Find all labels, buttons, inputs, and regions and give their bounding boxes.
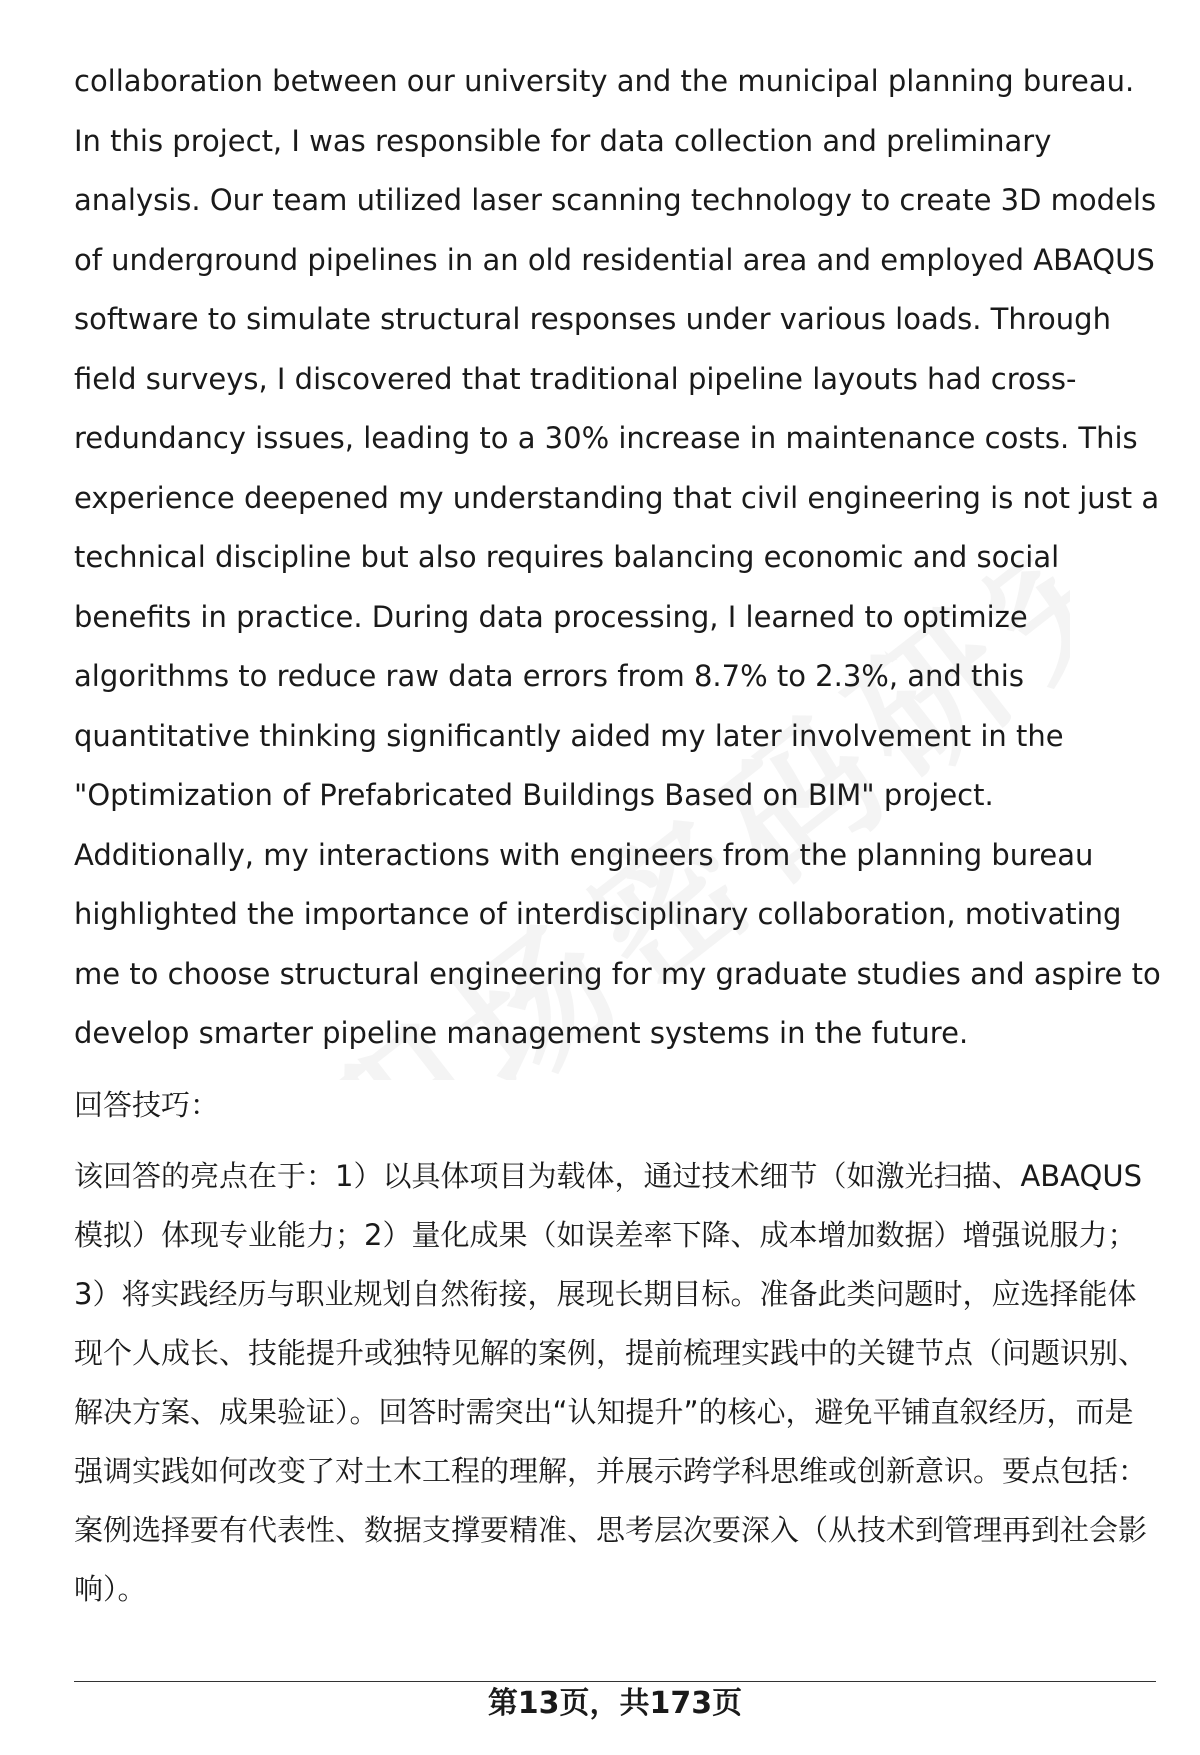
tips-heading: 回答技巧： <box>74 1088 220 1122</box>
tips-paragraph: 该回答的亮点在于：1）以具体项目为载体，通过技术细节（如激光扫描、ABAQUS模拟）体现专业能力；2）量化成果（如误差率下降、成本增加数据）增强说服力；3）将实践经历与职业规划自然衔接，展现长期目标。准备此类问题时，应选择能体现个人成长、技能提升或独特见解的案例，提前梳理实践中的关键节点（问题识别、解决方案、成果验证）。回答时需突出“认知提升”的核心，避免平铺直叙经历，而是强调实践如何改变了对土木工程的理解，并展示跨学科思维或创新意识。要点包括：案例选择要有代表性、数据支撑要精准、思考层次要深入（从技术到管理再到社会影响）。 <box>74 1159 1148 1606</box>
page-number: 第13页，共173页 <box>487 1686 743 1721</box>
footer-divider <box>74 1681 1156 1682</box>
body-paragraph: collaboration between our university and the municipal planning bureau. In this project, I was responsible for data collection and preliminary analysis. Our team utilized laser scanning technology to create 3D models of underground pipelines in an old residential area and employed ABAQUS software to simulate structural responses under various loads. Through field surveys, I discovered that traditional pipeline layouts had cross-redundancy issues, leading to a 30% increase in maintenance costs. This experience deepened my understanding that civil engineering is not just a technical discipline but also requires balancing economic and social benefits in practice. During data processing, I learned to optimize algorithms to reduce raw data errors from 8.7% to 2.3%, and this quantitative thinking significantly aided my later involvement in the "Optimization of Prefabricated Buildings Based on BIM" project. Additionally, my interactions with engineers from the planning bureau highlighted the importance of interdisciplinary collaboration, motivating me to choose structural engineering for my graduate studies and aspire to develop smarter pipeline management systems in the future. <box>74 64 1161 1050</box>
